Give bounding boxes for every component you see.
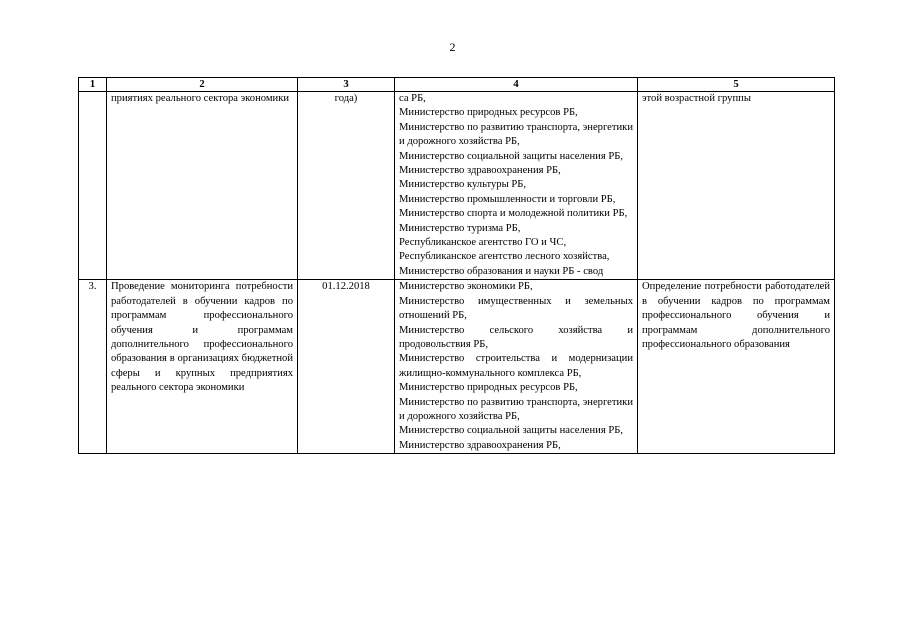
executor-line: Министерство образования и науки РБ - свод — [399, 265, 604, 277]
table-row — [79, 92, 835, 280]
page-number: 2 — [449, 40, 456, 54]
executor-line: Министерство природных ресурсов РБ, — [399, 107, 578, 119]
header-col-2: 2 — [107, 78, 298, 92]
executor-line: Министерство социальной защиты населения РБ, — [399, 150, 623, 162]
executor-line: Министерство социальной защиты населения РБ, — [399, 425, 623, 437]
measure-cell: приятиях реального сектора экономики — [107, 92, 298, 280]
measure-cell: Проведение мониторинга потребности работодателей в обучении кадров по программам профессионального обучения и программам дополнительного профессионального образования в организациях бюджетной сферы и крупных предприятиях реального сектора экономики — [107, 280, 298, 454]
result-cell: этой возрастной группы — [638, 92, 835, 280]
table-header-row — [79, 78, 835, 92]
row-number: 3. — [79, 280, 107, 454]
executors-cell — [395, 92, 638, 280]
executor-line: Министерство здравоохранения РБ, — [399, 165, 561, 177]
executor-line: Министерство имущественных и земельных отношений РБ, — [399, 295, 633, 322]
header-col-5: 5 — [638, 78, 835, 92]
executor-line: Министерство здравоохранения РБ, — [399, 439, 561, 451]
header-col-3: 3 — [298, 78, 395, 92]
executor-line: Министерство сельского хозяйства и продовольствия РБ, — [399, 324, 633, 350]
executor-line: Министерство спорта и молодежной политики РБ, — [399, 208, 628, 220]
executor-line: са РБ, — [399, 93, 426, 104]
row-number — [79, 92, 107, 280]
executor-line: Республиканское агентство ГО и ЧС, — [399, 237, 567, 249]
executor-line: Министерство туризма РБ, — [399, 222, 521, 234]
executor-line: Министерство экономики РБ, — [399, 281, 533, 293]
deadline-cell: 01.12.2018 — [298, 280, 395, 454]
executor-line: Министерство промышленности и торговли РБ, — [399, 193, 616, 205]
executors-cell — [395, 280, 638, 454]
plan-table — [78, 77, 835, 454]
header-col-1: 1 — [79, 78, 107, 92]
executor-line: Республиканское агентство лесного хозяйства, — [399, 251, 610, 263]
header-col-4: 4 — [395, 78, 638, 92]
executor-line: Министерство культуры РБ, — [399, 179, 526, 191]
result-cell: Определение потребности работодателей в обучении кадров по программам профессионального обучения и программам дополнительного профессионального образования — [638, 280, 835, 454]
executor-line: Министерство природных ресурсов РБ, — [399, 382, 578, 394]
executor-line: Министерство по развитию транспорта, энергетики и дорожного хозяйства РБ, — [399, 121, 633, 148]
table-row — [79, 280, 835, 454]
executor-line: Министерство по развитию транспорта, энергетики и дорожного хозяйства РБ, — [399, 396, 633, 422]
deadline-cell: года) — [298, 92, 395, 280]
executor-line: Министерство строительства и модернизации жилищно-коммунального комплекса РБ, — [399, 353, 633, 379]
